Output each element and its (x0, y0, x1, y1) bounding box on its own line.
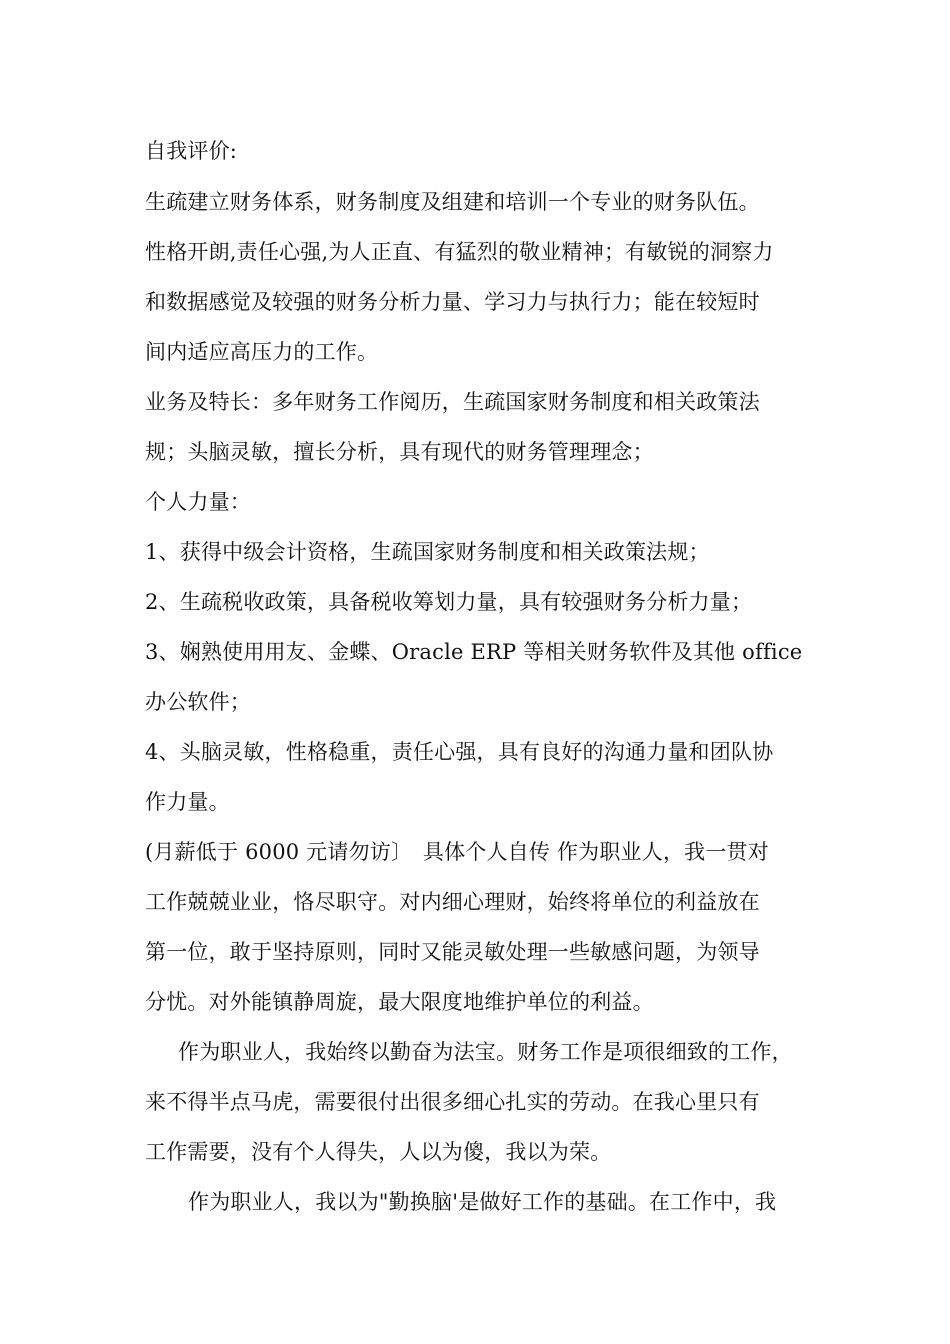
text-line: 来不得半点马虎，需要很付出很多细心扎实的劳动。在我心里只有 (145, 1090, 760, 1114)
text-line: 业务及特长：多年财务工作阅历，生疏国家财务制度和相关政策法 (145, 390, 760, 414)
text-line: 工作兢兢业业，恪尽职守。对内细心理财，始终将单位的利益放在 (145, 890, 760, 914)
text-line: 第一位，敢于坚持原则，同时又能灵敏处理一些敏感问题，为领导 (145, 940, 760, 964)
text-line: 工作需要，没有个人得失，人以为傻，我以为荣。 (145, 1140, 612, 1164)
paragraph-start: 作为职业人，我以为"勤换脑'是做好工作的基础。在工作中，我 (188, 1190, 777, 1214)
list-item: 4、头脑灵敏，性格稳重，责任心强，具有良好的沟通力量和团队协 (145, 740, 774, 764)
text-line: 办公软件； (145, 690, 251, 714)
heading-self-evaluation: 自我评价: (145, 139, 238, 163)
paragraph-start: 作为职业人，我始终以勤奋为法宝。财务工作是项很细致的工作， (178, 1040, 793, 1064)
text-line: 间内适应高压力的工作。 (145, 340, 379, 364)
text-line: 作力量。 (145, 790, 230, 814)
text-line: 和数据感觉及较强的财务分析力量、学习力与执行力；能在较短时 (145, 290, 760, 314)
text-line: (月薪低于 6000 元请勿访〕 具体个人自传 作为职业人，我一贯对 (145, 840, 769, 864)
list-item: 1、获得中级会计资格，生疏国家财务制度和相关政策法规； (145, 540, 710, 564)
list-item: 3、娴熟使用用友、金蝶、Oracle ERP 等相关财务软件及其他 office (145, 640, 803, 664)
text-line: 性格开朗,责任心强,为人正直、有猛烈的敬业精神；有敏锐的洞察力 (145, 240, 774, 264)
text-line: 生疏建立财务体系，财务制度及组建和培训一个专业的财务队伍。 (145, 190, 760, 214)
text-line: 规；头脑灵敏，擅长分析，具有现代的财务管理理念； (145, 440, 654, 464)
text-line: 分忧。对外能镇静周旋，最大限度地维护单位的利益。 (145, 990, 654, 1014)
heading-personal-ability: 个人力量： (145, 490, 251, 514)
list-item: 2、生疏税收政策，具备税收筹划力量，具有较强财务分析力量； (145, 590, 753, 614)
